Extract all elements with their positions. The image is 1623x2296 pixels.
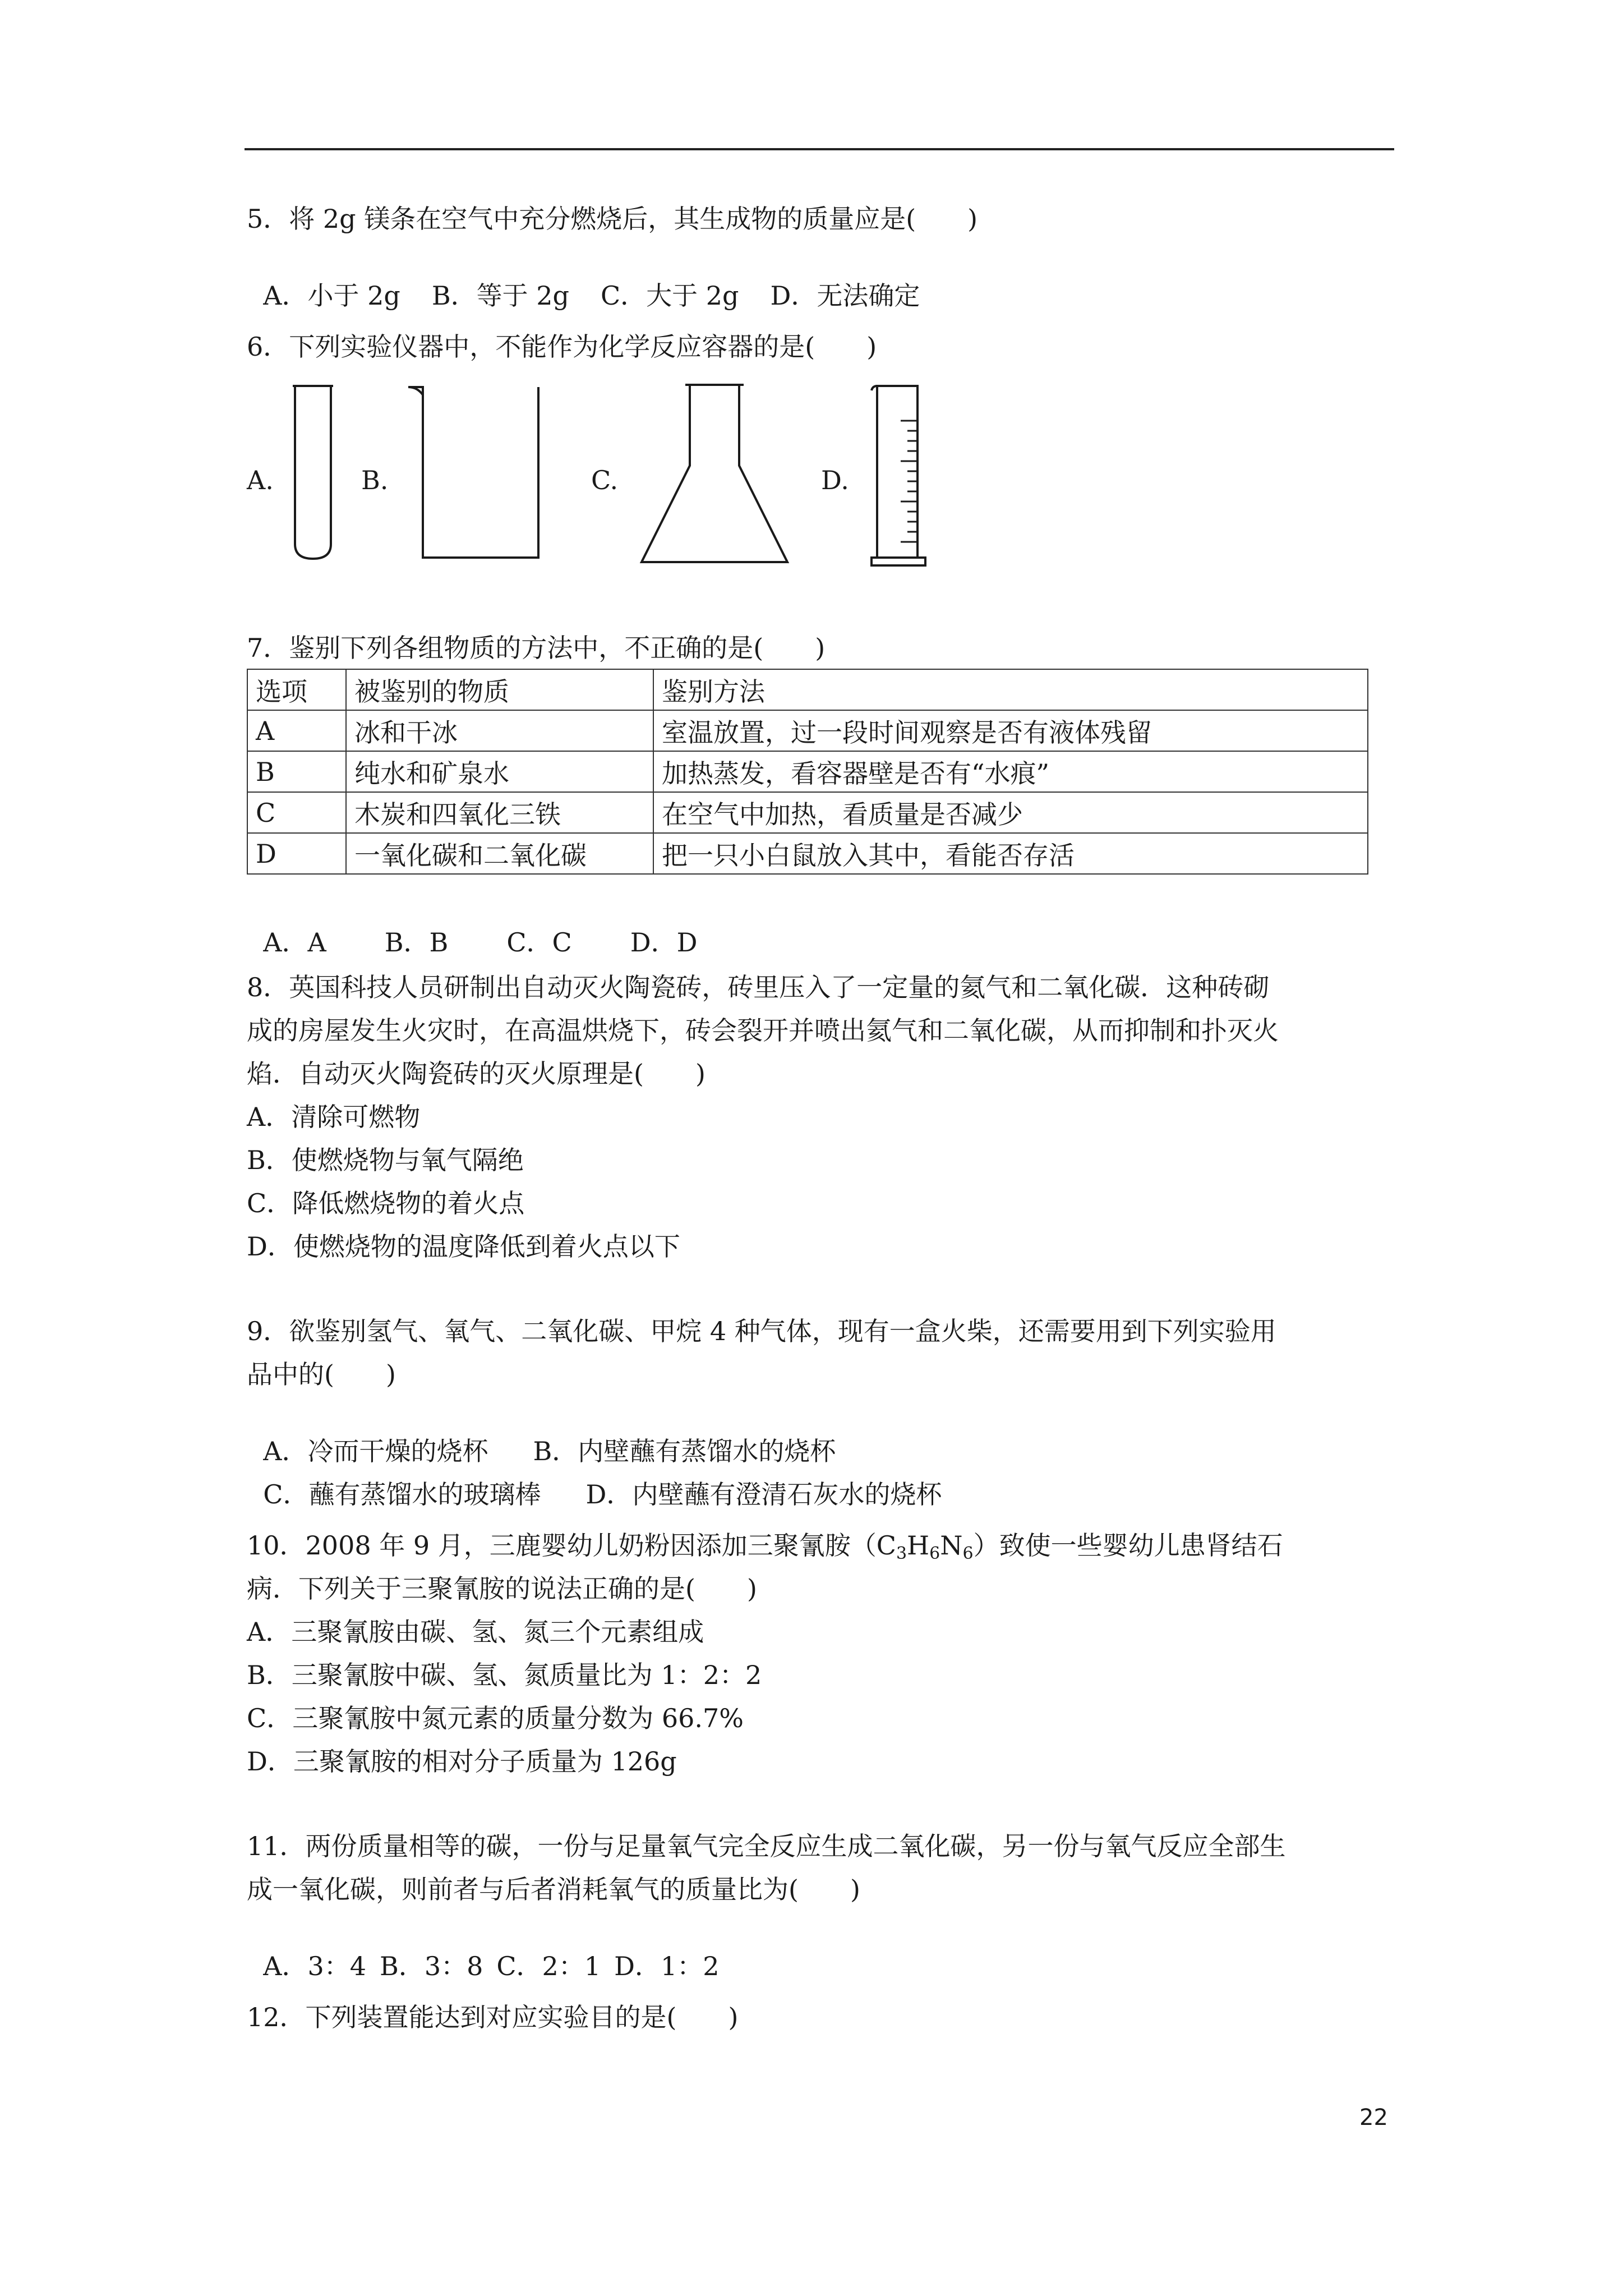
table-cell: 冰和干冰 [346,710,653,751]
table-cell: C [247,792,346,833]
table-header-cell: 被鉴别的物质 [346,669,653,710]
beaker-icon [406,381,543,561]
q7-option-a: A．A [263,927,326,958]
table-cell: B [247,751,346,792]
q6-label-b: B. [361,465,389,495]
q6-label-c: C. [591,465,619,495]
table-cell: 一氧化碳和二氧化碳 [346,833,653,874]
table-cell: A [247,710,346,751]
q9-option-a: A．冷而干燥的烧杯 [263,1436,488,1466]
q7-option-c: C．C [506,927,572,958]
q11-options [247,1916,720,1983]
q10-stem-line: 病．下列关于三聚氰胺的说法正确的是( ) [247,1573,757,1604]
q10-option-b: B．三聚氰胺中碳、氢、氮质量比为 1：2：2 [247,1660,762,1690]
q8-option-a: A．清除可燃物 [247,1102,421,1132]
q8-option-c: C．降低燃烧物的着火点 [247,1188,525,1218]
conical-flask-icon [638,381,791,567]
table-row [247,792,1368,833]
q11-option-d: D．1：2 [614,1951,720,1981]
table-cell: 纯水和矿泉水 [346,751,653,792]
q12-stem: 12．下列装置能达到对应实验目的是( ) [247,2002,739,2032]
q5-stem: 5．将 2g 镁条在空气中充分燃烧后，其生成物的质量应是( ) [247,204,978,234]
q8-stem-line: 8．英国科技人员研制出自动灭火陶瓷砖，砖里压入了一定量的氦气和二氧化碳．这种砖砌 [247,972,1270,1002]
q7-table [247,669,1368,875]
table-cell: 木炭和四氧化三铁 [346,792,653,833]
table-header-row [247,669,1368,710]
q9-option-c: C．蘸有蒸馏水的玻璃棒 [263,1479,541,1510]
q5-options [247,245,920,312]
q10-option-d: D．三聚氰胺的相对分子质量为 126g [247,1746,677,1777]
q6-stem: 6．下列实验仪器中，不能作为化学反应容器的是( ) [247,332,877,362]
q7-stem: 7．鉴别下列各组物质的方法中，不正确的是( ) [247,633,826,663]
header-rule [245,148,1394,150]
page-number: 22 [1359,2105,1388,2131]
q10-stem-part: ）致使一些婴幼儿患肾结石 [973,1530,1283,1561]
q11-stem-line: 11．两份质量相等的碳，一份与足量氧气完全反应生成二氧化碳，另一份与氧气反应全部生 [247,1831,1286,1861]
table-header-cell: 鉴别方法 [653,669,1368,710]
q11-option-a: A．3：4 [263,1951,367,1981]
q11-option-c: C．2：1 [496,1951,601,1981]
q7-option-d: D．D [630,927,698,958]
table-row [247,710,1368,751]
table-row [247,751,1368,792]
q11-stem-line: 成一氧化碳，则前者与后者消耗氧气的质量比为( ) [247,1874,860,1904]
q11-option-b: B．3：8 [380,1951,483,1981]
table-cell: 在空气中加热，看质量是否减少 [653,792,1368,833]
q7-options [247,892,697,959]
melamine-formula: $C_3H_6N_6$ [876,1530,974,1563]
q10-stem-part: 10．2008 年 9 月，三鹿婴幼儿奶粉因添加三聚氰胺（ [247,1530,877,1561]
q6-label-a: A. [247,465,274,495]
table-header-cell: 选项 [247,669,346,710]
q6-label-d: D. [821,465,849,495]
q5-option-c: C．大于 2g [600,280,739,311]
q9-option-b: B．内壁蘸有蒸馏水的烧杯 [533,1436,836,1466]
q9-options-row [247,1444,942,1511]
q9-stem-line: 9．欲鉴别氢气、氧气、二氧化碳、甲烷 4 种气体，现有一盒火柴，还需要用到下列实验用 [247,1316,1276,1346]
q7-option-b: B．B [384,927,449,958]
q9-option-d: D．内壁蘸有澄清石灰水的烧杯 [585,1479,942,1510]
q8-stem-line: 焰．自动灭火陶瓷砖的灭火原理是( ) [247,1059,706,1089]
q8-option-d: D．使燃烧物的温度降低到着火点以下 [247,1231,680,1262]
q10-option-a: A．三聚氰胺由碳、氢、氮三个元素组成 [247,1617,704,1647]
table-cell: 加热蒸发，看容器壁是否有“水痕” [653,751,1368,792]
q8-stem-line: 成的房屋发生火灾时，在高温烘烧下，砖会裂开并喷出氦气和二氧化碳，从而抑制和扑灭火 [247,1015,1279,1046]
table-cell: 把一只小白鼠放入其中，看能否存活 [653,833,1368,874]
q8-option-b: B．使燃烧物与氧气隔绝 [247,1145,524,1175]
q5-option-a: A．小于 2g [263,280,400,311]
graduated-cylinder-icon [867,381,930,570]
q10-stem-line [247,1529,1283,1562]
q5-option-b: B．等于 2g [431,280,569,311]
test-tube-icon [293,381,333,563]
table-cell: D [247,833,346,874]
q9-stem-line: 品中的( ) [247,1359,396,1389]
table-row [247,833,1368,874]
q5-option-d: D．无法确定 [770,280,920,311]
table-cell: 室温放置，过一段时间观察是否有液体残留 [653,710,1368,751]
q10-option-c: C．三聚氰胺中氮元素的质量分数为 66.7% [247,1703,744,1733]
